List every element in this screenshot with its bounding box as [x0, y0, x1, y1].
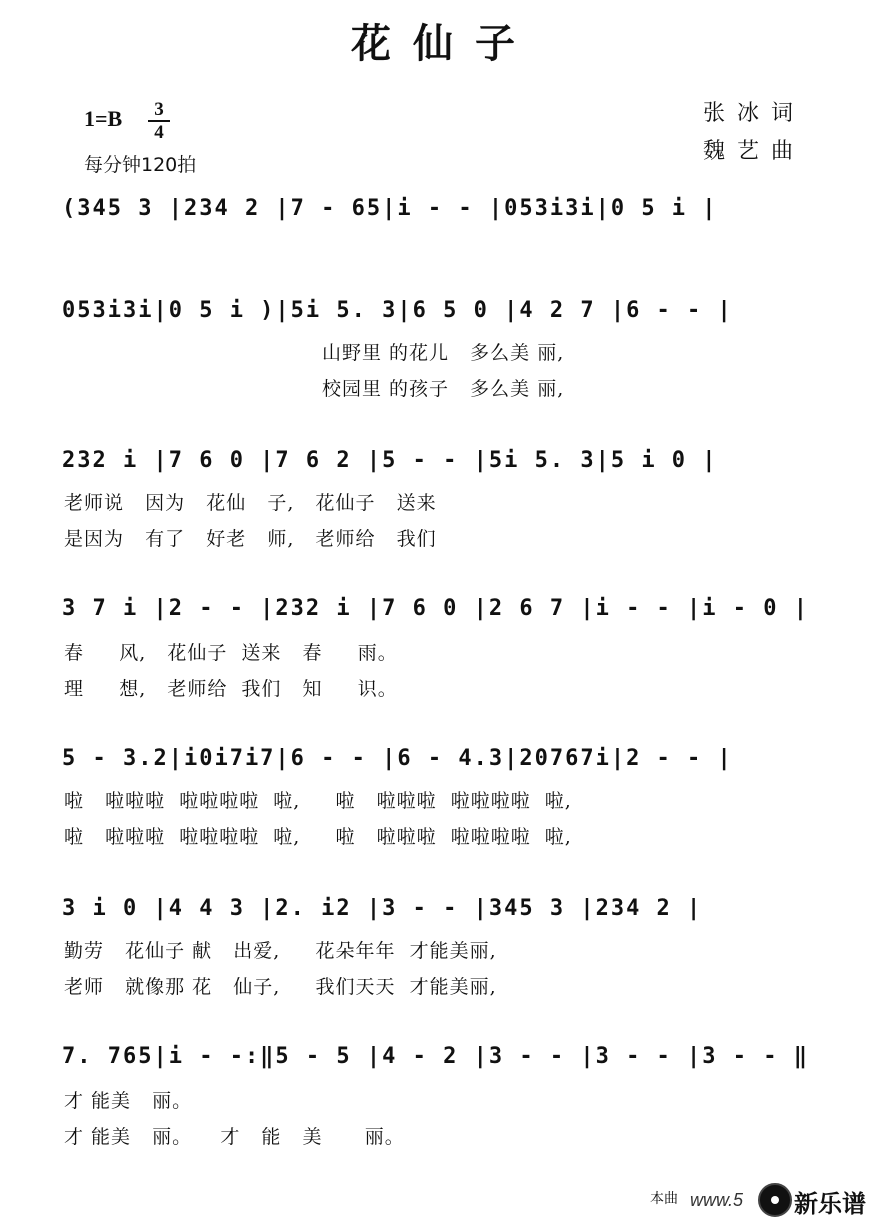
footer-label: 本曲 — [650, 1191, 678, 1207]
notation-row-2: 053i3i|0 5 i )|5i 5. 3|6 5 0 |4 2 7 |6 - - | — [62, 298, 733, 323]
key-signature: 1=B — [84, 106, 123, 131]
site-logo-text: 新乐谱 — [794, 1190, 866, 1218]
notation-row-7: 7. 765|i - -:‖5 - 5 |4 - 2 |3 - - |3 - - |3 - - ‖ — [62, 1044, 810, 1069]
notation-row-6: 3 i 0 |4 4 3 |2. i2 |3 - - |345 3 |234 2 | — [62, 896, 703, 921]
notation-row-4: 3 7 i |2 - - |232 i |7 6 0 |2 6 7 |i - - |i - 0 | — [62, 596, 810, 621]
notation-row-5: 5 - 3.2|i0i7i7|6 - - |6 - 4.3|20767i|2 - - | — [62, 746, 733, 771]
lyric-row-2-verse-2: 校园里 的孩子 多么美 丽, — [322, 378, 565, 400]
lyric-row-4-verse-1: 春 风, 花仙子 送来 春 雨。 — [64, 642, 398, 664]
notation-row-3: 232 i |7 6 0 |7 6 2 |5 - - |5i 5. 3|5 i 0 | — [62, 448, 718, 473]
tempo-marking: 每分钟120拍 — [84, 154, 197, 176]
footer-url[interactable]: www.5 — [690, 1190, 744, 1210]
lyric-row-6-verse-1: 勤劳 花仙子 献 出爱, 花朵年年 才能美丽, — [64, 940, 497, 962]
time-signature-bottom: 4 — [154, 122, 164, 143]
lyric-row-2-verse-1: 山野里 的花儿 多么美 丽, — [322, 342, 565, 364]
composer-credit: 魏艺曲 — [703, 139, 806, 164]
lyric-row-6-verse-2: 老师 就像那 花 仙子, 我们天天 才能美丽, — [64, 976, 497, 998]
time-signature — [148, 100, 170, 142]
page-title: 花仙子 — [351, 20, 537, 67]
lyric-row-7-verse-2: 才 能美 丽。 才 能 美 丽。 — [64, 1126, 405, 1148]
notation-row-1: (345 3 |234 2 |7 - 65|i - - |053i3i|0 5 i | — [62, 196, 718, 221]
lyric-row-7-verse-1: 才 能美 丽。 — [64, 1090, 193, 1112]
lyric-row-3-verse-1: 老师说 因为 花仙 子, 花仙子 送来 — [64, 492, 437, 514]
lyric-row-5-verse-2: 啦 啦啦啦 啦啦啦啦 啦, 啦 啦啦啦 啦啦啦啦 啦, — [64, 826, 572, 848]
lyric-row-4-verse-2: 理 想, 老师给 我们 知 识。 — [64, 678, 398, 700]
lyric-row-3-verse-2: 是因为 有了 好老 师, 老师给 我们 — [64, 528, 437, 550]
lyricist-credit: 张冰词 — [703, 101, 806, 126]
record-logo-icon — [758, 1183, 792, 1217]
lyric-row-5-verse-1: 啦 啦啦啦 啦啦啦啦 啦, 啦 啦啦啦 啦啦啦啦 啦, — [64, 790, 572, 812]
time-signature-top: 3 — [154, 99, 164, 120]
